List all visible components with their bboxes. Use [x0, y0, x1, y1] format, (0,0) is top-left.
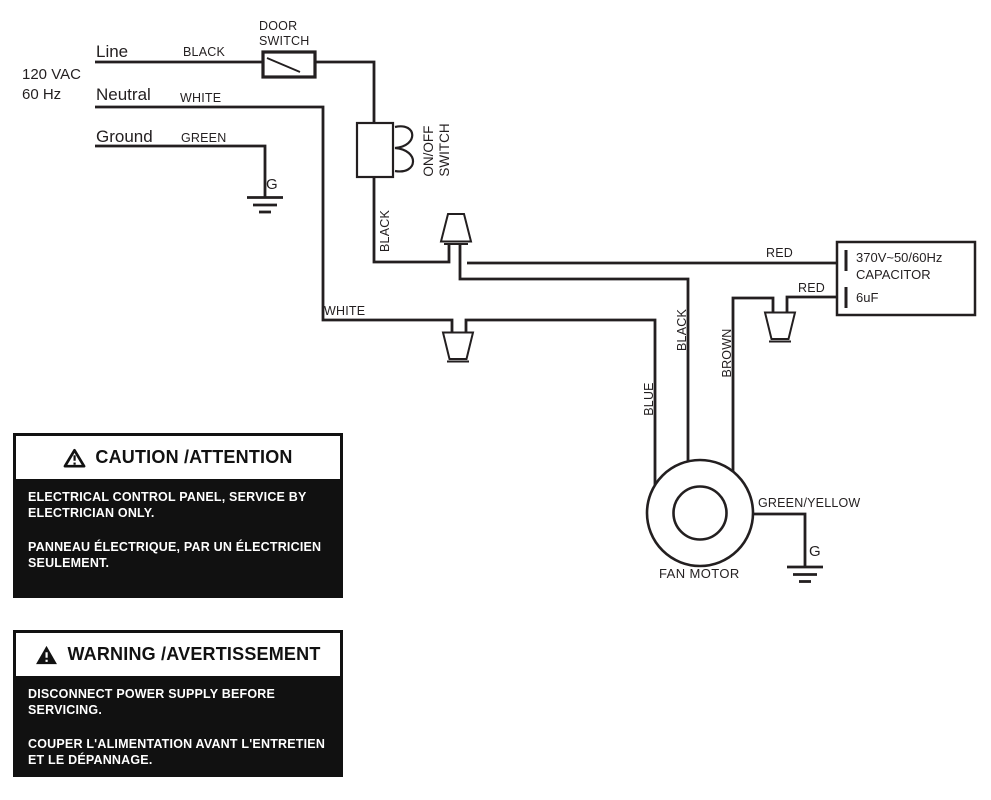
onoff-switch-label-2: SWITCH — [437, 123, 452, 177]
black-wire-label-switch: BLACK — [378, 210, 392, 252]
fan-motor-label: FAN MOTOR — [659, 566, 740, 581]
onoff-switch-contacts — [395, 126, 413, 171]
blue-wire-label: BLUE — [642, 382, 656, 416]
ground-g-supply: G — [266, 176, 278, 193]
capacitor-value: 6uF — [856, 290, 879, 305]
warning-line: DISCONNECT POWER SUPPLY BEFORE — [28, 687, 276, 701]
caution-line: ELECTRICAL CONTROL PANEL, SERVICE BY — [28, 490, 307, 504]
supply-voltage: 120 VAC — [22, 66, 81, 83]
motor-brown-wire — [733, 298, 773, 480]
door-switch-label-1: DOOR — [259, 19, 298, 33]
onoff-switch-label — [421, 123, 453, 176]
wire-connector-3 — [765, 313, 795, 342]
neutral-color-label: WHITE — [180, 91, 222, 105]
door-switch-label-2: SWITCH — [259, 34, 310, 48]
caution-line: SEULEMENT. — [28, 555, 110, 570]
line-label: Line — [96, 42, 129, 61]
door-switch-box — [263, 52, 315, 77]
warning-line: COUPER L'ALIMENTATION AVANT L'ENTRETIEN — [28, 737, 326, 751]
supply-frequency: 60 Hz — [22, 86, 62, 103]
warning-triangle-icon — [35, 645, 58, 665]
ground-symbol-motor — [787, 567, 823, 582]
caution-body — [16, 479, 340, 571]
ground-label: Ground — [96, 127, 153, 146]
wire-connector-2 — [443, 333, 473, 362]
caution-panel — [13, 433, 343, 598]
capacitor-rating: 370V~50/60Hz — [856, 250, 943, 265]
capacitor-name: CAPACITOR — [856, 267, 931, 282]
fan-motor-symbol — [647, 460, 753, 566]
wire-nut — [443, 333, 473, 360]
neutral-label: Neutral — [96, 85, 151, 104]
warning-panel — [13, 630, 343, 777]
caution-line: ELECTRICIAN ONLY. — [28, 505, 155, 520]
caution-line: PANNEAU ÉLECTRIQUE, PAR UN ÉLECTRICIEN — [28, 540, 322, 554]
warning-body — [16, 676, 340, 768]
ground-g-motor: G — [809, 543, 821, 560]
onoff-switch-symbol — [357, 123, 413, 177]
caution-title: CAUTION /ATTENTION — [95, 447, 293, 467]
warning-line: SERVICING. — [28, 702, 103, 717]
ground-color-label: GREEN — [181, 131, 227, 145]
onoff-switch-label-1: ON/OFF — [421, 125, 436, 177]
neutral-blue-wire — [466, 320, 655, 495]
wire-nut — [765, 313, 795, 340]
wire-connector-1 — [441, 214, 471, 244]
caution-triangle-icon — [63, 448, 86, 468]
warning-line: ET LE DÉPANNAGE. — [28, 752, 153, 767]
red-wire-label-bottom: RED — [798, 281, 825, 295]
line-color-label: BLACK — [183, 45, 225, 59]
ground-symbol-supply — [247, 198, 283, 213]
brown-wire-label: BROWN — [720, 328, 734, 378]
caution-header — [16, 436, 340, 479]
onoff-switch-box — [357, 123, 393, 177]
wire-nut — [441, 214, 471, 242]
green-yellow-wire-label: GREEN/YELLOW — [758, 496, 861, 510]
red-wire-label-top: RED — [766, 246, 793, 260]
motor-inner-circle — [674, 487, 727, 540]
warning-title: WARNING /AVERTISSEMENT — [67, 644, 321, 664]
green-yellow-wire — [753, 514, 805, 566]
black-wire-label-motor: BLACK — [675, 309, 689, 351]
ground-wire — [95, 146, 265, 197]
warning-header — [16, 633, 340, 676]
white-wire-label-mid: WHITE — [324, 304, 366, 318]
door-switch-symbol — [263, 52, 315, 77]
